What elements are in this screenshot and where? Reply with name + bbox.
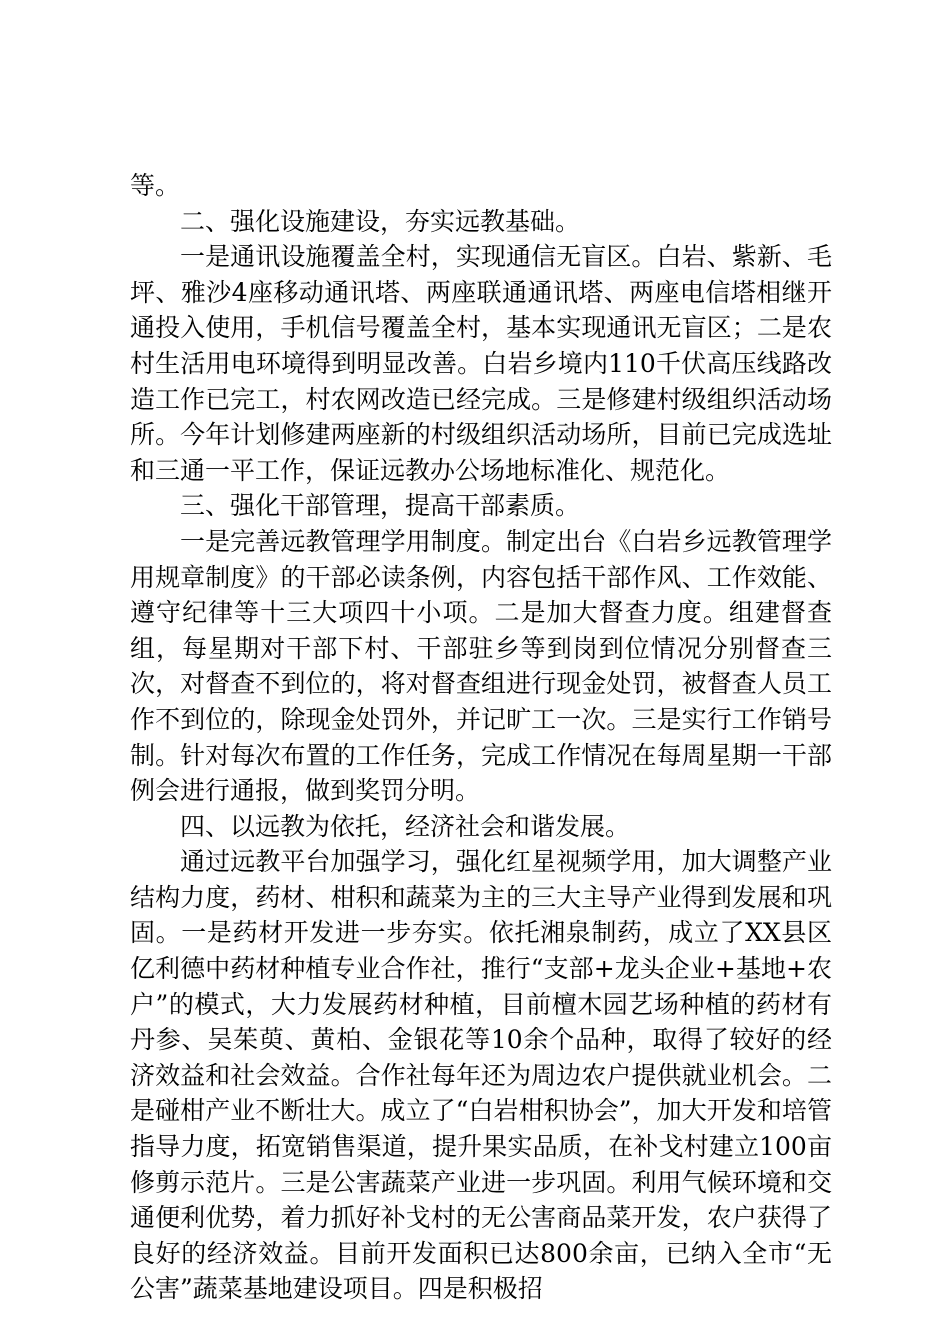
paragraph-infrastructure: 一是通讯设施覆盖全村，实现通信无盲区。白岩、紫新、毛坪、雅沙4座移动通讯塔、两座联通通讯塔、两座电信塔相继开通投入使用，手机信号覆盖全村，基本实现通讯无盲区；二是农村生活用电环境得到明显改善。白岩乡境内110千伏高压线路改造工作已完工，村农网改造已经完成。三是修建村级组织活动场所。今年计划修建两座新的村级组织活动场所，目前已完成选址和三通一平工作，保证远教办公场地标准化、规范化。 bbox=[130, 242, 832, 485]
section-heading-4: 四、以远教为依托，经济社会和谐发展。 bbox=[180, 811, 631, 841]
section-heading-2: 二、强化设施建设，夯实远教基础。 bbox=[180, 206, 581, 236]
document-body bbox=[130, 168, 832, 1307]
paragraph-continuation: 等。 bbox=[130, 171, 181, 200]
paragraph-cadre-management: 一是完善远教管理学用制度。制定出台《白岩乡远教管理学用规章制度》的干部必读条例，内容包括干部作风、工作效能、遵守纪律等十三大项四十小项。二是加大督查力度。组建督查组，每星期对干部下村、干部驻乡等到岗到位情况分别督查三次，对督查不到位的，将对督查组进行现金处罚，被督查人员工作不到位的，除现金处罚外，并记旷工一次。三是实行工作销号制。针对每次布置的工作任务，完成工作情况在每周星期一干部例会进行通报，做到奖罚分明。 bbox=[130, 526, 832, 806]
section-heading-3: 三、强化干部管理，提高干部素质。 bbox=[180, 491, 581, 521]
paragraph-economic-development: 通过远教平台加强学习，强化红星视频学用，加大调整产业结构力度，药材、柑积和蔬菜为主的三大主导产业得到发展和巩固。一是药材开发进一步夯实。依托湘泉制药，成立了XX县区亿利德中药材种植专业合作社，推行“支部+龙头企业+基地+农户”的模式，大力发展药材种植，目前檀木园艺场种植的药材有丹参、吴茱萸、黄柏、金银花等10余个品种，取得了较好的经济效益和社会效益。合作社每年还为周边农户提供就业机会。二是碰柑产业不断壮大。成立了“白岩柑积协会”，加大开发和培管指导力度，拓宽销售渠道，提升果实品质，在补戈村建立100亩修剪示范片。三是公害蔬菜产业进一步巩固。利用气候环境和交通便利优势，着力抓好补戈村的无公害商品菜开发，农户获得了良好的经济效益。目前开发面积已达800余亩，已纳入全市“无公害”蔬菜基地建设项目。四是积极招 bbox=[130, 847, 832, 1304]
